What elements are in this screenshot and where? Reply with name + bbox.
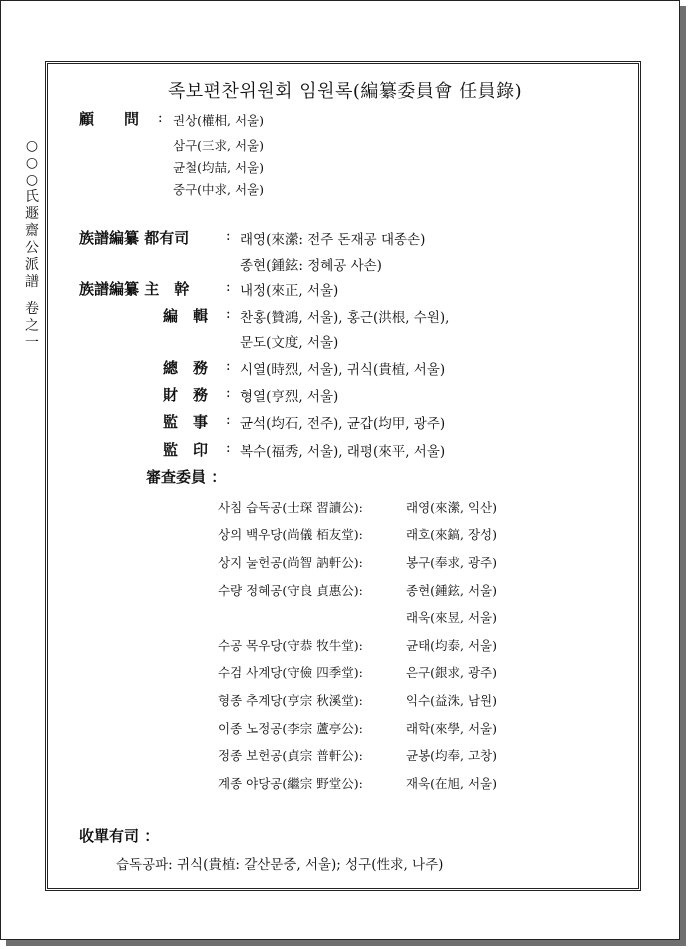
spine-char: 之 [25, 318, 39, 334]
duyusa-line: 종현(鍾鉉: 정혜공 사손) [240, 258, 382, 274]
pyeonjip-label: 編 輯 [163, 307, 209, 325]
spine-char: ○ [25, 155, 39, 171]
spine-char: 一 [25, 335, 39, 351]
reviewer-member: 래호(來鎬, 장성) [406, 527, 498, 542]
chongmu-label: 總 務 [163, 359, 209, 377]
spine-char: 齋 [25, 223, 39, 239]
page-shadow-right [680, 6, 686, 946]
reviewer-branch: 이종 노정공(李宗 蘆亭公): [218, 721, 363, 736]
content-frame [45, 61, 641, 891]
spine-char: ○ [25, 138, 39, 154]
page-title: 족보편찬위원회 임원록(編纂委員會 任員錄) [167, 81, 523, 102]
spine-char: ○ [25, 172, 39, 188]
advisor-member: 균철(均喆, 서울) [173, 160, 265, 175]
colon: : [226, 306, 231, 322]
colon: : [158, 110, 163, 126]
reviewer-member: 균태(均泰, 서울) [406, 638, 498, 653]
reviewer-branch: 상지 눌헌공(尚智 訥軒公): [218, 555, 363, 570]
subdan-line: 습독공파: 귀식(貴植: 갈산문중, 서울); 성구(性求, 나주) [116, 857, 444, 873]
advisors-label: 顧 問 [79, 110, 140, 128]
gamin-value: 복수(福秀, 서울), 래평(來平, 서울) [240, 444, 446, 460]
pyeonjip-line: 문도(文度, 서울) [240, 335, 339, 351]
spine-char: 譜 [25, 274, 39, 290]
colon: : [226, 385, 231, 401]
colon: : [226, 412, 231, 428]
reviewer-member: 재욱(在旭, 서울) [406, 776, 498, 791]
reviewer-member: 래영(來瀠, 익산) [406, 500, 498, 515]
spine-char: 派 [25, 257, 39, 273]
colon: : [226, 358, 231, 374]
reviewer-branch: 정종 보헌공(貞宗 普軒公): [218, 748, 363, 763]
spine-char: 遯 [25, 206, 39, 222]
duyusa-line: 래영(來瀠: 전주 돈재공 대종손) [240, 232, 426, 248]
gamsa-label: 監 事 [163, 413, 209, 431]
advisor-member: 삼구(三求, 서울) [173, 138, 265, 153]
reviewer-member: 은구(銀求, 광주) [406, 665, 498, 680]
subdan-label: 收單有司 ： [79, 827, 160, 845]
reviewer-branch: 수검 사계당(守儉 四季堂): [218, 665, 363, 680]
jaemu-label: 財 務 [163, 386, 209, 404]
page-shadow-bottom [6, 940, 686, 946]
reviewer-branch: 사침 습독공(士琛 習讀公): [218, 500, 363, 515]
reviewer-branch: 수공 목우당(守恭 牧牛堂): [218, 638, 363, 653]
colon: : [226, 228, 231, 244]
jugan-value: 내정(來正, 서울) [240, 283, 339, 299]
duyusa-label: 族譜編纂 都有司 [79, 229, 190, 247]
pyeonjip-line: 찬홍(贊鴻, 서울), 홍근(洪根, 수원), [240, 310, 450, 326]
reviewer-member: 봉구(奉求, 광주) [406, 555, 498, 570]
reviewer-branch: 상의 백우당(尚儀 栢友堂): [218, 527, 363, 542]
reviewer-branch: 수량 정혜공(守良 貞惠公): [218, 583, 363, 598]
spine-char: 卷 [25, 301, 39, 317]
chongmu-value: 시열(時烈, 서울), 귀식(貴植, 서울) [240, 362, 446, 378]
advisor-member: 중구(中求, 서울) [173, 182, 265, 197]
jaemu-value: 형열(亨烈, 서울) [240, 389, 339, 405]
colon: : [226, 440, 231, 456]
jugan-label: 族譜編纂 主 幹 [79, 280, 190, 298]
reviewer-member: 균봉(均奉, 고창) [406, 748, 498, 763]
reviewer-branch: 형종 추계당(亨宗 秋溪堂): [218, 693, 363, 708]
reviewer-member: 종현(鍾鉉, 서울) [406, 583, 498, 598]
reviewer-branch: 계종 야당공(繼宗 野堂公): [218, 776, 363, 791]
reviewer-member: 래학(來學, 서울) [406, 721, 498, 736]
gamin-label: 監 印 [163, 441, 209, 459]
spine-char: 公 [25, 240, 39, 256]
reviewer-member: 래욱(來昱, 서울) [406, 610, 498, 625]
spine-char: 氏 [25, 189, 39, 205]
colon: : [226, 279, 231, 295]
gamsa-value: 균석(均石, 전주), 균갑(均甲, 광주) [240, 416, 446, 432]
advisor-member: 권상(權相, 서울) [173, 113, 265, 128]
reviewer-member: 익수(益洙, 남원) [406, 693, 498, 708]
spine-gap [21, 291, 43, 301]
reviewers-label: 審查委員 ： [146, 468, 227, 486]
spine-title [21, 138, 43, 352]
